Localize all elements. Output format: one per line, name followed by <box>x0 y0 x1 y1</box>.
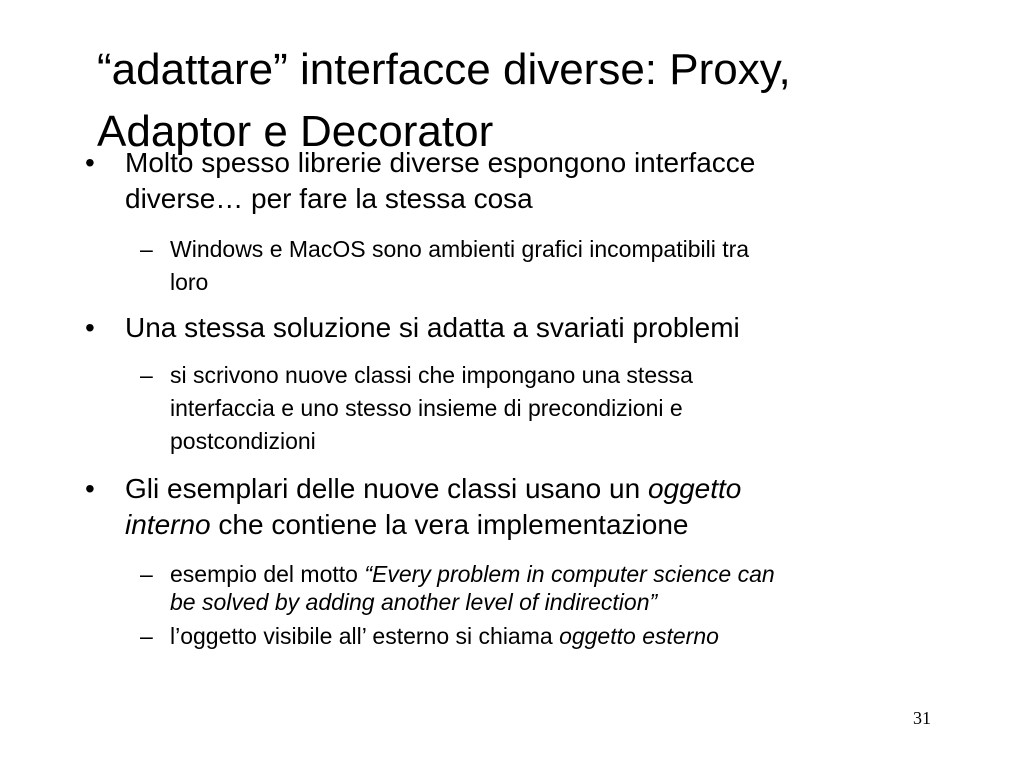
sub-bullet-text-italic: oggetto esterno <box>559 623 719 649</box>
sub-bullet-text: loro <box>170 269 209 295</box>
bullet-marker: • <box>85 473 95 504</box>
sub-bullet-text-line <box>170 588 930 616</box>
bullet-text: Una stessa soluzione si adatta a svariati problemi <box>125 312 740 343</box>
bullet-item <box>85 310 925 346</box>
sub-bullet-item <box>140 620 930 653</box>
bullet-text: Gli esemplari delle nuove classi usano un <box>125 473 648 504</box>
sub-bullet-marker: – <box>140 362 153 388</box>
bullet-text-italic: oggetto <box>647 473 742 504</box>
bullet-text: diverse… per fare la stessa cosa <box>125 183 533 214</box>
sub-bullet-item <box>140 560 930 616</box>
bullet-text-line <box>125 471 925 507</box>
bullet-text: che contiene la vera implementazione <box>210 509 689 540</box>
sub-bullet-item <box>140 359 930 458</box>
sub-bullet-text: interfaccia e uno stesso insieme di precondizioni e <box>170 395 683 421</box>
sub-bullet-text-italic: “Every problem in computer science can <box>364 561 775 587</box>
sub-bullet-text-line <box>170 560 930 588</box>
title-line-2: Adaptor e Decorator <box>97 107 494 157</box>
title-line-1: “adattare” interfacce diverse: Proxy, <box>97 45 791 95</box>
bullet-item <box>85 145 925 217</box>
sub-bullet-text: l’oggetto visibile all’ esterno si chiama <box>170 623 560 649</box>
sub-bullet-text-italic: be solved by adding another level of indirection” <box>170 589 658 615</box>
page-number: 31 <box>913 708 931 728</box>
bullet-text-line <box>125 507 925 543</box>
sub-bullet-text: postcondizioni <box>170 428 316 454</box>
sub-bullet-marker: – <box>140 623 153 649</box>
bullet-marker: • <box>85 147 95 178</box>
bullet-item <box>85 471 925 543</box>
sub-bullet-text-line <box>170 620 930 653</box>
sub-bullet-text: esempio del motto <box>170 561 365 587</box>
sub-bullet-text: si scrivono nuove classi che impongano una stessa <box>170 362 693 388</box>
bullet-text-italic: interno <box>125 509 211 540</box>
sub-bullet-item <box>140 233 930 299</box>
sub-bullet-text: Windows e MacOS sono ambienti grafici incompatibili tra <box>170 236 750 262</box>
sub-bullet-marker: – <box>140 236 153 262</box>
bullet-text: Molto spesso librerie diverse espongono interfacce <box>125 147 756 178</box>
sub-bullet-marker: – <box>140 561 153 587</box>
bullet-marker: • <box>85 312 95 343</box>
